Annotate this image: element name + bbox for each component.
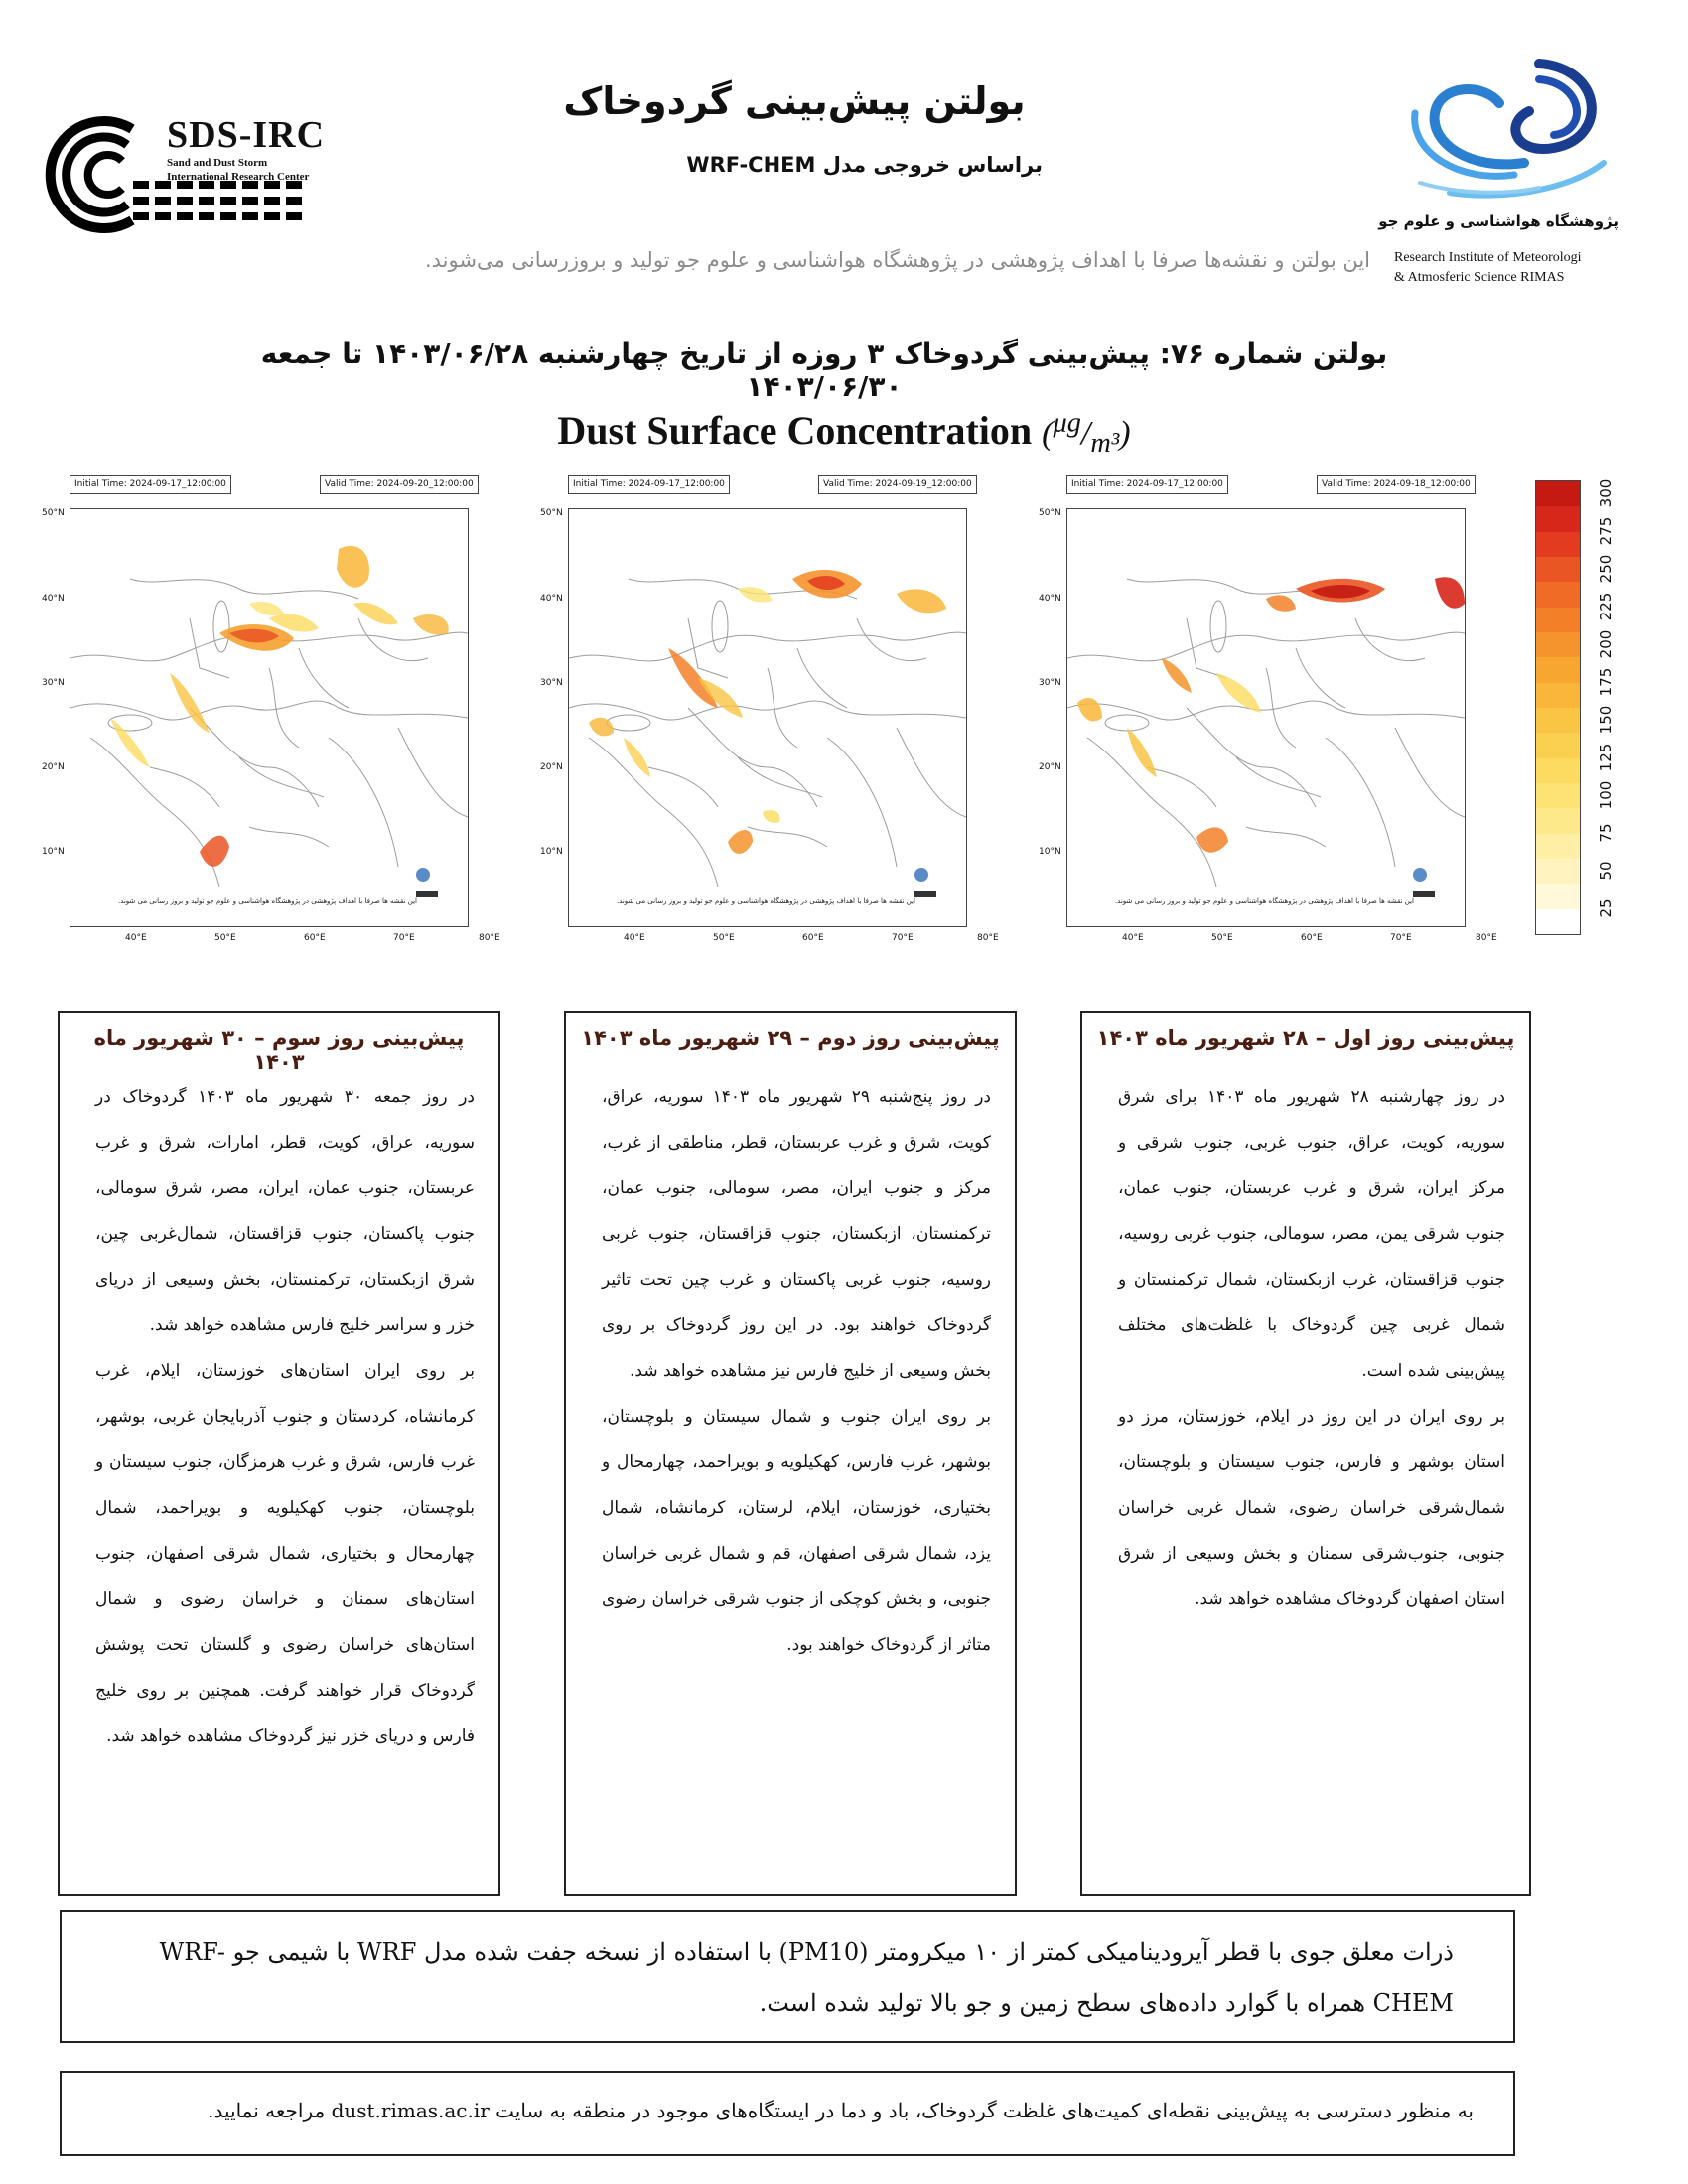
map-day3 bbox=[42, 475, 500, 961]
colorbar-swatch bbox=[1536, 608, 1580, 632]
map-title bbox=[477, 407, 1211, 460]
lon-label: 50°E bbox=[1211, 933, 1233, 943]
forecast-day3-p1: در روز جمعه ۳۰ شهریور ماه ۱۴۰۳ گردوخاک در سوریه، عراق، کویت، قطر، امارات، شرق و غرب عربستان، جنوب عمان، ایران، مصر، شرق سومالی، جنوب پاکستان، جنوب قزاقستان، شمال‌غربی چین، شرق ازبکستان، ترکمنستان، بخش وسیعی از دریای خزر و سراسر خلیج فارس مشاهده خواهد شد. bbox=[95, 1087, 475, 1335]
rimas-name-fa: پژوهشگاه هواشناسی و علوم جو bbox=[1378, 212, 1618, 230]
colorbar-swatch bbox=[1536, 632, 1580, 657]
model-description-box bbox=[60, 1910, 1515, 2043]
website-note-box bbox=[60, 2071, 1515, 2156]
forecast-day2-heading: پیش‌بینی روز دوم – ۲۹ شهریور ماه ۱۴۰۳ bbox=[581, 1026, 1000, 1050]
lat-label: 20°N bbox=[1039, 762, 1061, 772]
map-title-unit: $(^{\mu g}/_{m^3})$ bbox=[1042, 407, 1131, 459]
lon-label: 70°E bbox=[393, 933, 415, 943]
map-note: این نقشه ها صرفا با اهداف پژوهشی در پژوهشگاه هواشناسی و علوم جو تولید و بروز رسانی می شوند. bbox=[1114, 897, 1414, 905]
lat-label: 20°N bbox=[540, 762, 563, 772]
lat-label: 50°N bbox=[1039, 508, 1061, 518]
colorbar-swatch bbox=[1536, 758, 1580, 783]
forecast-day2-body bbox=[602, 1074, 991, 1668]
forecast-day1-body bbox=[1118, 1074, 1505, 1622]
sds-logo-sub2: International Research Center bbox=[167, 171, 310, 183]
colorbar-swatch bbox=[1536, 481, 1580, 506]
forecast-day1-p2: بر روی ایران در این روز در ایلام، خوزستان، مرز دو استان بوشهر و فارس، جنوب سیستان و بلوچستان، شمال‌شرقی خراسان رضوی، شمال غربی خراسان جنوبی، جنوب‌شرقی سمنان و بخش وسیعی از شرق استان اصفهان گردوخاک مشاهده خواهد شد. bbox=[1118, 1407, 1505, 1609]
page-title: بولتن پیش‌بینی گردوخاک bbox=[563, 79, 1026, 123]
lat-label: 10°N bbox=[540, 847, 563, 857]
sds-logo-name: SDS-IRC bbox=[167, 114, 326, 156]
lon-label: 80°E bbox=[977, 933, 999, 943]
sds-logo-sub1: Sand and Dust Storm bbox=[167, 157, 268, 169]
lon-label: 60°E bbox=[304, 933, 326, 943]
colorbar-label: 150 bbox=[1597, 705, 1615, 735]
rimas-logo bbox=[1390, 44, 1628, 203]
colorbar-swatch bbox=[1536, 532, 1580, 557]
lat-label: 10°N bbox=[42, 847, 65, 857]
map-title-text: Dust Surface Concentration bbox=[557, 408, 1033, 453]
colorbar-label: 100 bbox=[1597, 780, 1615, 810]
colorbar bbox=[1535, 480, 1581, 935]
lon-label: 80°E bbox=[479, 933, 500, 943]
colorbar-swatch bbox=[1536, 783, 1580, 808]
map-day1 bbox=[1039, 475, 1497, 961]
lon-label: 60°E bbox=[1301, 933, 1323, 943]
colorbar-swatch bbox=[1536, 506, 1580, 531]
colorbar-label: 250 bbox=[1597, 554, 1615, 584]
colorbar-label: 200 bbox=[1597, 629, 1615, 659]
colorbar-label: 75 bbox=[1597, 823, 1615, 843]
map-day3-initial-time: Initial Time: 2024-09-17_12:00:00 bbox=[70, 475, 231, 494]
colorbar-swatch bbox=[1536, 657, 1580, 682]
map-day1-plot bbox=[1066, 508, 1466, 927]
rimas-name-en-2: & Atmosferic Science RIMAS bbox=[1394, 270, 1565, 285]
map-day1-initial-time: Initial Time: 2024-09-17_12:00:00 bbox=[1066, 475, 1228, 494]
colorbar-swatch bbox=[1536, 582, 1580, 607]
colorbar-label: 25 bbox=[1597, 898, 1615, 918]
lat-label: 40°N bbox=[1039, 594, 1061, 604]
website-note: به منظور دسترسی به پیش‌بینی نقطه‌ای کمیت‌های غلظت گردوخاک، باد و دما در ایستگاه‌های موجود در منطقه به سایت dust.rimas.ac.ir مراجعه نمایید. bbox=[208, 2099, 1474, 2122]
unit-denominator: m³ bbox=[1090, 427, 1120, 459]
forecast-day1-heading: پیش‌بینی روز اول – ۲۸ شهریور ماه ۱۴۰۳ bbox=[1096, 1026, 1515, 1050]
colorbar-swatch bbox=[1536, 808, 1580, 833]
lon-label: 40°E bbox=[125, 933, 147, 943]
lat-label: 30°N bbox=[540, 678, 563, 688]
forecast-day3-box bbox=[58, 1011, 500, 1896]
disclaimer: این بولتن و نقشه‌ها صرفا با اهداف پژوهشی در پژوهشگاه هواشناسی و علوم جو تولید و بروزرسانی می‌شوند. bbox=[424, 248, 1370, 272]
bulletin-title: بولتن شماره ۷۶: پیش‌بینی گردوخاک ۳ روزه از تاریخ چهارشنبه ۱۴۰۳/۰۶/۲۸ تا جمعه ۱۴۰۳/۰۶/۳۰ bbox=[260, 338, 1388, 403]
colorbar-label: 275 bbox=[1597, 516, 1615, 546]
lon-label: 70°E bbox=[1390, 933, 1412, 943]
forecast-day2-p2: بر روی ایران جنوب و شمال سیستان و بلوچستان، بوشهر، غرب فارس، کهکیلویه و بویراحمد، چهارمحال و بختیاری، خوزستان، ایلام، لرستان، کرمانشاه، شمال یزد، شمال شرقی اصفهان، قم و شمال غربی خراسان جنوبی، و بخش کوچکی از جنوب شرقی خراسان رضوی متاثر از گردوخاک خواهند بود. bbox=[602, 1407, 991, 1655]
lon-label: 50°E bbox=[214, 933, 236, 943]
colorbar-swatch bbox=[1536, 557, 1580, 582]
lat-label: 30°N bbox=[1039, 678, 1061, 688]
map-day1-valid-time: Valid Time: 2024-09-18_12:00:00 bbox=[1317, 475, 1476, 494]
map-day2-initial-time: Initial Time: 2024-09-17_12:00:00 bbox=[568, 475, 730, 494]
map-note: این نقشه ها صرفا با اهداف پژوهشی در پژوهشگاه هواشناسی و علوم جو تولید و بروز رسانی می شوند. bbox=[117, 897, 417, 905]
unit-numerator: μg bbox=[1053, 407, 1081, 439]
forecast-day2-p1: در روز پنج‌شنبه ۲۹ شهریور ماه ۱۴۰۳ سوریه، عراق، کویت، شرق و غرب عربستان، قطر، مناطقی از غرب، مرکز و جنوب ایران، مصر، سومالی، جنوب عمان، ترکمنستان، ازبکستان، جنوب قزاقستان، جنوب غربی روسیه، جنوب غربی پاکستان و غرب چین تحت تاثیر گردوخاک خواهند بود. در این روز گردوخاک بر روی بخش وسیعی از خلیج فارس نیز مشاهده خواهد شد. bbox=[602, 1087, 991, 1381]
colorbar-swatch bbox=[1536, 683, 1580, 708]
colorbar-label: 125 bbox=[1597, 743, 1615, 772]
colorbar-label: 50 bbox=[1597, 861, 1615, 881]
colorbar-swatch bbox=[1536, 859, 1580, 884]
lon-label: 50°E bbox=[713, 933, 735, 943]
page-subtitle: براساس خروجی مدل WRF-CHEM bbox=[686, 153, 1043, 177]
colorbar-swatch bbox=[1536, 733, 1580, 757]
map-day2-valid-time: Valid Time: 2024-09-19_12:00:00 bbox=[818, 475, 977, 494]
colorbar-label: 300 bbox=[1597, 478, 1615, 508]
map-day2 bbox=[540, 475, 999, 961]
rimas-name-en-1: Research Institute of Meteorologi bbox=[1394, 250, 1582, 265]
map-day2-plot bbox=[568, 508, 967, 927]
forecast-day2-box bbox=[564, 1011, 1017, 1896]
colorbar-label: 225 bbox=[1597, 592, 1615, 621]
colorbar-swatch bbox=[1536, 884, 1580, 908]
map-day3-plot bbox=[70, 508, 469, 927]
colorbar-labels bbox=[1591, 475, 1620, 941]
lat-label: 40°N bbox=[540, 594, 563, 604]
forecast-day3-body bbox=[95, 1074, 475, 1759]
lon-label: 70°E bbox=[892, 933, 914, 943]
forecast-day1-box bbox=[1080, 1011, 1531, 1896]
lat-label: 50°N bbox=[42, 508, 65, 518]
lat-label: 10°N bbox=[1039, 847, 1061, 857]
forecast-day1-p1: در روز چهارشنبه ۲۸ شهریور ماه ۱۴۰۳ برای شرق سوریه، کویت، عراق، جنوب غربی، جنوب شرقی و مرکز ایران، شرق و غرب عربستان، جنوب عمان، جنوب شرقی یمن، مصر، سومالی، جنوب غربی روسیه، جنوب قزاقستان، غرب ازبکستان، شمال ترکمنستان و شمال غربی چین گردوخاک با غلظت‌های مختلف پیش‌بینی شده است. bbox=[1118, 1087, 1505, 1381]
map-day3-valid-time: Valid Time: 2024-09-20_12:00:00 bbox=[320, 475, 479, 494]
model-description: ذرات معلق جوی با قطر آیرودینامیکی کمتر از ۱۰ میکرومتر (PM10) با استفاده از نسخه جفت شده مدل WRF با شیمی جو WRF-CHEM همراه با گوارد داده‌های سطح زمین و جو بالا تولید شده است. bbox=[159, 1938, 1454, 2017]
forecast-day3-heading: پیش‌بینی روز سوم – ۳۰ شهریور ماه ۱۴۰۳ bbox=[93, 1026, 465, 1074]
forecast-day3-p2: بر روی ایران استان‌های خوزستان، ایلام، غرب کرمانشاه، کردستان و جنوب آذربایجان غربی، بوشهر، غرب فارس، شرق و غرب هرمزگان، جنوب سیستان و بلوچستان، جنوب کهکیلویه و بویراحمد، شمال چهارمحال و بختیاری، شمال شرقی اصفهان، جنوب استان‌های سمنان و خراسان رضوی و شمال استان‌های خراسان رضوی و گلستان تحت پوشش گردوخاک قرار خواهند گرفت. همچنین بر روی خلیج فارس و دریای خزر نیز گردوخاک مشاهده خواهد شد. bbox=[95, 1361, 475, 1746]
lon-label: 60°E bbox=[802, 933, 824, 943]
map-note: این نقشه ها صرفا با اهداف پژوهشی در پژوهشگاه هواشناسی و علوم جو تولید و بروز رسانی می شوند. bbox=[616, 897, 915, 905]
colorbar-swatch bbox=[1536, 708, 1580, 733]
colorbar-swatch bbox=[1536, 834, 1580, 859]
colorbar-label: 175 bbox=[1597, 667, 1615, 697]
lon-label: 40°E bbox=[1122, 933, 1144, 943]
colorbar-swatch bbox=[1536, 909, 1580, 934]
lat-label: 30°N bbox=[42, 678, 65, 688]
lat-label: 50°N bbox=[540, 508, 563, 518]
lat-label: 40°N bbox=[42, 594, 65, 604]
lon-label: 80°E bbox=[1476, 933, 1497, 943]
lat-label: 20°N bbox=[42, 762, 65, 772]
lon-label: 40°E bbox=[624, 933, 645, 943]
